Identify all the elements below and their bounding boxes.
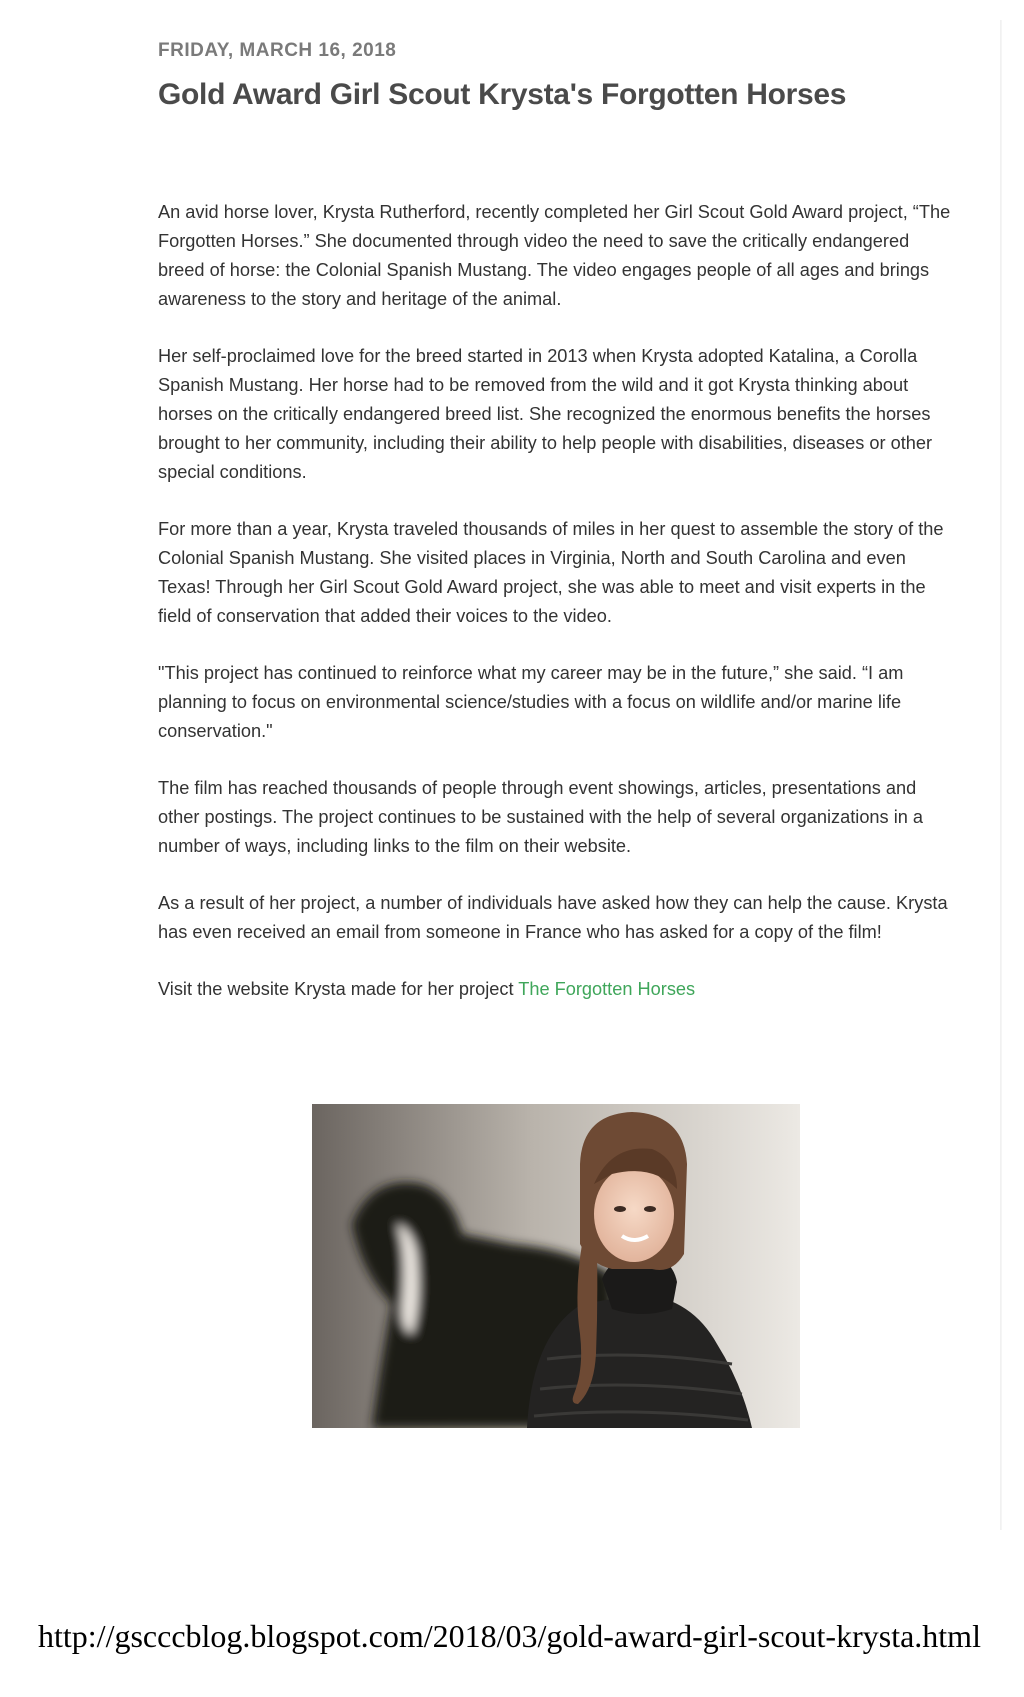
post-body <box>158 198 958 1032</box>
forgotten-horses-link[interactable]: The Forgotten Horses <box>518 979 696 999</box>
paragraph-quote: "This project has continued to reinforce what my career may be in the future,” she said. “I am planning to focus on environmental science/studies with a focus on wildlife and/or marine life conservation." <box>158 663 904 741</box>
paragraph-intro: An avid horse lover, Krysta Rutherford, recently completed her Girl Scout Gold Award project, “The Forgotten Horses.” She documented through video the need to save the critically endangered breed of horse: the Colonial Spanish Mustang. The video engages people of all ages and brings awareness to the story and heritage of the animal. <box>158 202 951 309</box>
paragraph-film-reach: The film has reached thousands of people through event showings, articles, presentations and other postings. The project continues to be sustained with the help of several organizations in a number of ways, including links to the film on their website. <box>158 778 924 856</box>
post-title: Gold Award Girl Scout Krysta's Forgotten Horses <box>158 78 847 111</box>
paragraph-love-for-breed: Her self-proclaimed love for the breed started in 2013 when Krysta adopted Katalina, a Corolla Spanish Mustang. Her horse had to be removed from the wild and it got Krysta thinking about horses on the critically endangered breed list. She recognized the enormous benefits the horses brought to her community, including their ability to help people with disabilities, diseases or other special conditions. <box>158 346 933 482</box>
page-edge-rule <box>1000 20 1002 1530</box>
paragraph-visit-website <box>158 975 958 1004</box>
paragraph-result: As a result of her project, a number of individuals have asked how they can help the cause. Krysta has even received an email from someone in France who has asked for a copy of the film! <box>158 893 948 942</box>
krysta-with-horse-photo <box>312 1104 800 1428</box>
post-date: FRIDAY, MARCH 16, 2018 <box>158 40 397 61</box>
source-url: http://gscccblog.blogspot.com/2018/03/gold-award-girl-scout-krysta.html <box>38 1618 981 1654</box>
visit-text: Visit the website Krysta made for her project <box>158 979 519 999</box>
paragraph-travels: For more than a year, Krysta traveled thousands of miles in her quest to assemble the story of the Colonial Spanish Mustang. She visited places in Virginia, North and South Carolina and even Texas! Through her Girl Scout Gold Award project, she was able to meet and visit experts in the field of conservation that added their voices to the video. <box>158 519 944 626</box>
